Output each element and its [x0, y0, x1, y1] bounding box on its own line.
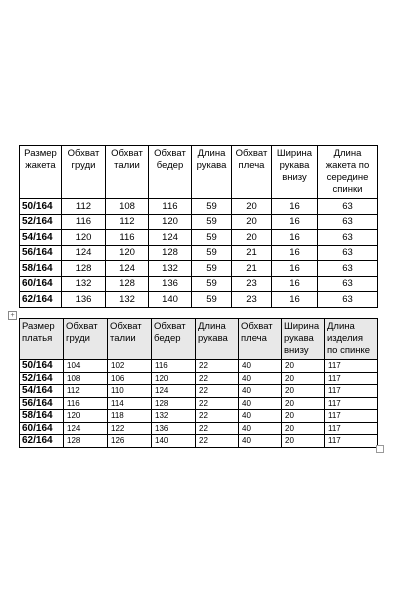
dress-value-cell: 20 [282, 372, 325, 385]
dress-value-cell: 40 [239, 385, 282, 398]
jacket-value-cell: 116 [62, 214, 106, 230]
dress-value-cell: 108 [64, 372, 108, 385]
jacket-value-cell: 23 [232, 292, 272, 308]
dress-header-cell: Обхват талии [108, 319, 152, 360]
jacket-value-cell: 20 [232, 230, 272, 246]
table-row [20, 385, 378, 398]
dress-value-cell: 122 [108, 422, 152, 435]
jacket-value-cell: 21 [232, 261, 272, 277]
jacket-value-cell: 112 [106, 214, 149, 230]
dress-value-cell: 116 [64, 397, 108, 410]
table-row [20, 199, 378, 215]
jacket-value-cell: 128 [149, 245, 192, 261]
dress-value-cell: 117 [325, 422, 378, 435]
dress-value-cell: 118 [108, 410, 152, 423]
jacket-value-cell: 21 [232, 245, 272, 261]
jacket-size-cell: 54/164 [20, 230, 62, 246]
jacket-size-cell: 62/164 [20, 292, 62, 308]
dress-value-cell: 128 [64, 435, 108, 448]
jacket-size-cell: 58/164 [20, 261, 62, 277]
dress-value-cell: 120 [152, 372, 196, 385]
table-row [20, 435, 378, 448]
jacket-size-cell: 52/164 [20, 214, 62, 230]
dress-header-cell: Размер платья [20, 319, 64, 360]
dress-value-cell: 40 [239, 410, 282, 423]
dress-value-cell: 40 [239, 360, 282, 373]
dress-value-cell: 104 [64, 360, 108, 373]
dress-value-cell: 20 [282, 360, 325, 373]
dress-value-cell: 120 [64, 410, 108, 423]
table-row [20, 230, 378, 246]
dress-value-cell: 126 [108, 435, 152, 448]
jacket-value-cell: 132 [106, 292, 149, 308]
jacket-size-cell: 60/164 [20, 276, 62, 292]
dress-header-cell: Обхват бедер [152, 319, 196, 360]
jacket-value-cell: 20 [232, 214, 272, 230]
dress-value-cell: 40 [239, 397, 282, 410]
jacket-value-cell: 16 [272, 245, 318, 261]
table-row [20, 261, 378, 277]
dress-value-cell: 117 [325, 410, 378, 423]
table-row [20, 245, 378, 261]
jacket-value-cell: 63 [318, 199, 378, 215]
dress-size-cell: 50/164 [20, 360, 64, 373]
dress-value-cell: 116 [152, 360, 196, 373]
jacket-value-cell: 132 [149, 261, 192, 277]
dress-header-cell: Длина изделия по спинке [325, 319, 378, 360]
table-row [20, 422, 378, 435]
jacket-value-cell: 128 [106, 276, 149, 292]
table-row [20, 214, 378, 230]
dress-value-cell: 112 [64, 385, 108, 398]
dress-value-cell: 117 [325, 385, 378, 398]
dress-header-cell: Обхват груди [64, 319, 108, 360]
jacket-value-cell: 120 [149, 214, 192, 230]
jacket-value-cell: 120 [62, 230, 106, 246]
jacket-value-cell: 112 [62, 199, 106, 215]
jacket-size-table [19, 145, 378, 308]
jacket-value-cell: 108 [106, 199, 149, 215]
dress-value-cell: 102 [108, 360, 152, 373]
jacket-value-cell: 63 [318, 276, 378, 292]
jacket-header-cell: Обхват груди [62, 146, 106, 199]
jacket-value-cell: 124 [106, 261, 149, 277]
dress-header-row [20, 319, 378, 360]
resize-table-icon[interactable] [376, 445, 384, 453]
jacket-header-row [20, 146, 378, 199]
table-row [20, 276, 378, 292]
dress-value-cell: 22 [196, 422, 239, 435]
jacket-value-cell: 59 [192, 276, 232, 292]
table-row [20, 410, 378, 423]
dress-value-cell: 22 [196, 397, 239, 410]
dress-header-cell: Длина рукава [196, 319, 239, 360]
dress-value-cell: 20 [282, 397, 325, 410]
dress-value-cell: 40 [239, 435, 282, 448]
dress-value-cell: 117 [325, 360, 378, 373]
jacket-value-cell: 140 [149, 292, 192, 308]
jacket-header-cell: Длина жакета по середине спинки [318, 146, 378, 199]
dress-value-cell: 114 [108, 397, 152, 410]
jacket-value-cell: 16 [272, 230, 318, 246]
jacket-value-cell: 124 [62, 245, 106, 261]
dress-value-cell: 106 [108, 372, 152, 385]
jacket-value-cell: 128 [62, 261, 106, 277]
dress-value-cell: 128 [152, 397, 196, 410]
jacket-value-cell: 20 [232, 199, 272, 215]
jacket-value-cell: 136 [62, 292, 106, 308]
jacket-value-cell: 116 [149, 199, 192, 215]
dress-value-cell: 124 [64, 422, 108, 435]
jacket-value-cell: 63 [318, 261, 378, 277]
jacket-value-cell: 63 [318, 245, 378, 261]
dress-value-cell: 136 [152, 422, 196, 435]
jacket-size-cell: 50/164 [20, 199, 62, 215]
dress-size-cell: 54/164 [20, 385, 64, 398]
dress-value-cell: 117 [325, 435, 378, 448]
dress-size-table [19, 318, 378, 448]
jacket-value-cell: 16 [272, 276, 318, 292]
jacket-value-cell: 59 [192, 214, 232, 230]
dress-value-cell: 40 [239, 372, 282, 385]
dress-value-cell: 20 [282, 385, 325, 398]
jacket-value-cell: 59 [192, 261, 232, 277]
jacket-header-cell: Обхват плеча [232, 146, 272, 199]
jacket-header-cell: Длина рукава [192, 146, 232, 199]
dress-value-cell: 40 [239, 422, 282, 435]
dress-size-cell: 52/164 [20, 372, 64, 385]
jacket-value-cell: 63 [318, 230, 378, 246]
dress-header-cell: Ширина рукава внизу [282, 319, 325, 360]
jacket-size-cell: 56/164 [20, 245, 62, 261]
dress-value-cell: 124 [152, 385, 196, 398]
table-row [20, 292, 378, 308]
dress-value-cell: 22 [196, 360, 239, 373]
jacket-table-body [20, 199, 378, 308]
jacket-header-cell: Обхват талии [106, 146, 149, 199]
jacket-value-cell: 136 [149, 276, 192, 292]
dress-value-cell: 20 [282, 422, 325, 435]
jacket-value-cell: 16 [272, 261, 318, 277]
dress-value-cell: 117 [325, 397, 378, 410]
dress-size-cell: 60/164 [20, 422, 64, 435]
dress-size-cell: 58/164 [20, 410, 64, 423]
dress-size-cell: 56/164 [20, 397, 64, 410]
jacket-value-cell: 124 [149, 230, 192, 246]
dress-header-cell: Обхват плеча [239, 319, 282, 360]
dress-value-cell: 110 [108, 385, 152, 398]
jacket-value-cell: 59 [192, 245, 232, 261]
jacket-value-cell: 63 [318, 292, 378, 308]
jacket-value-cell: 23 [232, 276, 272, 292]
jacket-value-cell: 63 [318, 214, 378, 230]
jacket-value-cell: 116 [106, 230, 149, 246]
jacket-value-cell: 120 [106, 245, 149, 261]
table-row [20, 397, 378, 410]
jacket-value-cell: 132 [62, 276, 106, 292]
dress-value-cell: 117 [325, 372, 378, 385]
jacket-value-cell: 16 [272, 199, 318, 215]
dress-value-cell: 140 [152, 435, 196, 448]
dress-value-cell: 20 [282, 410, 325, 423]
dress-value-cell: 22 [196, 372, 239, 385]
jacket-value-cell: 59 [192, 230, 232, 246]
dress-size-cell: 62/164 [20, 435, 64, 448]
dress-table-body [20, 360, 378, 448]
dress-value-cell: 132 [152, 410, 196, 423]
jacket-header-cell: Размер жакета [20, 146, 62, 199]
dress-value-cell: 22 [196, 385, 239, 398]
table-row [20, 360, 378, 373]
jacket-value-cell: 59 [192, 199, 232, 215]
dress-value-cell: 20 [282, 435, 325, 448]
jacket-value-cell: 59 [192, 292, 232, 308]
dress-value-cell: 22 [196, 435, 239, 448]
move-table-icon[interactable]: + [8, 311, 17, 320]
jacket-header-cell: Ширина рукава внизу [272, 146, 318, 199]
jacket-value-cell: 16 [272, 214, 318, 230]
jacket-value-cell: 16 [272, 292, 318, 308]
jacket-header-cell: Обхват бедер [149, 146, 192, 199]
table-row [20, 372, 378, 385]
dress-value-cell: 22 [196, 410, 239, 423]
